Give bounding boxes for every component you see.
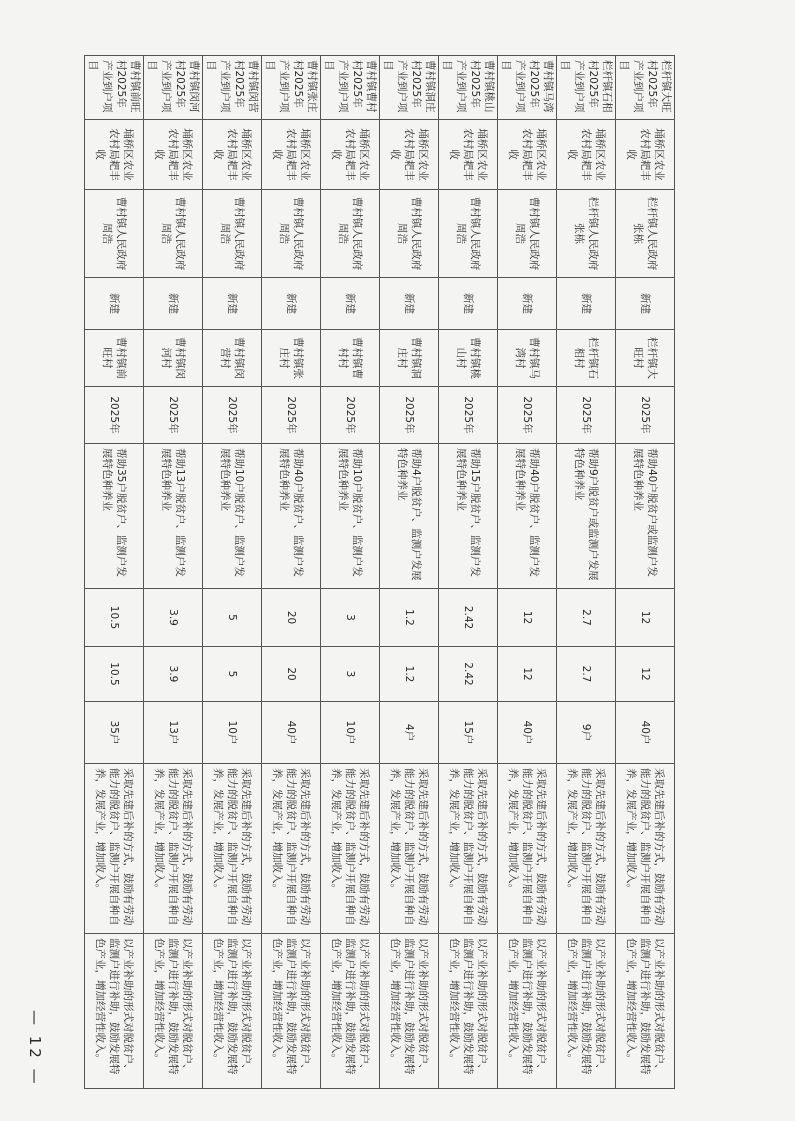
goal-cell: 以产业补助的形式对脱贫户、监测户进行补助，鼓励发展特色产业，增加经营性收入。 (203, 934, 262, 1089)
department-cell: 埇桥区农业农村局耙丰收 (498, 120, 557, 190)
households-cell: 40户 (262, 702, 321, 764)
project-name-cell: 曹村镇马湾村2025年产业到户项目 (498, 56, 557, 120)
mechanism-cell: 采取先建后补的方式，鼓励有劳动能力的脱贫户、监测户开展自种自养，发展产业，增加收入。 (498, 764, 557, 934)
goal-cell: 以产业补助的形式对脱贫户、监测户进行补助，鼓励发展特色产业，增加经营性收入。 (439, 934, 498, 1089)
total-investment-cell: 2.7 (557, 589, 616, 647)
mechanism-cell: 采取先建后补的方式，鼓励有劳动能力的脱贫户、监测户开展自种自养，发展产业，增加收入。 (321, 764, 380, 934)
mechanism-cell: 采取先建后补的方式，鼓励有劳动能力的脱贫户、监测户开展自种自养，发展产业，增加收入。 (616, 764, 675, 934)
location-cell: 曹村镇洞庄村 (380, 330, 439, 387)
mechanism-cell: 采取先建后补的方式，鼓励有劳动能力的脱贫户、监测户开展自种自养，发展产业，增加收入。 (85, 764, 144, 934)
goal-cell: 以产业补助的形式对脱贫户、监测户进行补助，鼓励发展特色产业，增加经营性收入。 (262, 934, 321, 1089)
total-investment-cell: 12 (616, 589, 675, 647)
project-name-cell: 曹村镇前旺村2025年产业到户项目 (85, 56, 144, 120)
table-row (616, 56, 675, 1089)
project-rows (85, 56, 675, 1089)
mechanism-cell: 采取先建后补的方式，鼓励有劳动能力的脱贫户、监测户开展自种自养，发展产业，增加收入。 (203, 764, 262, 934)
owner-cell: 曹村镇人民政府周浩 (321, 190, 380, 278)
fund-amount-cell: 12 (498, 647, 557, 702)
goal-cell: 以产业补助的形式对脱贫户、监测户进行补助，鼓励发展特色产业，增加经营性收入。 (498, 934, 557, 1089)
project-name-cell: 曹村镇闵河村2025年产业到户项目 (144, 56, 203, 120)
year-cell: 2025年 (321, 387, 380, 444)
construction-type-cell: 新建 (144, 278, 203, 330)
households-cell: 4户 (380, 702, 439, 764)
construction-type-cell: 新建 (498, 278, 557, 330)
construction-type-cell: 新建 (203, 278, 262, 330)
project-table (84, 55, 675, 1089)
mechanism-cell: 采取先建后补的方式，鼓励有劳动能力的脱贫户、监测户开展自种自养，发展产业，增加收入。 (439, 764, 498, 934)
content-cell: 帮助40户脱贫户、监测户发展特色种养业 (262, 444, 321, 589)
project-name-cell: 曹村镇桃山村2025年产业到户项目 (439, 56, 498, 120)
project-name-cell: 曹村镇张庄村2025年产业到户项目 (262, 56, 321, 120)
fund-amount-cell: 2.42 (439, 647, 498, 702)
page-number: — 12 — (26, 1010, 44, 1087)
content-cell: 帮助10户脱贫户、监测户发展特色种养业 (321, 444, 380, 589)
year-cell: 2025年 (557, 387, 616, 444)
year-cell: 2025年 (616, 387, 675, 444)
fund-amount-cell: 2.7 (557, 647, 616, 702)
construction-type-cell: 新建 (557, 278, 616, 330)
content-cell: 帮助15户脱贫户、监测户发展特色种养业 (439, 444, 498, 589)
table-row (321, 56, 380, 1089)
mechanism-cell: 采取先建后补的方式，鼓励有劳动能力的脱贫户、监测户开展自种自养，发展产业，增加收入。 (262, 764, 321, 934)
goal-cell: 以产业补助的形式对脱贫户、监测户进行补助，鼓励发展特色产业，增加经营性收入。 (557, 934, 616, 1089)
households-cell: 35户 (85, 702, 144, 764)
year-cell: 2025年 (380, 387, 439, 444)
construction-type-cell: 新建 (85, 278, 144, 330)
owner-cell: 曹村镇人民政府周浩 (85, 190, 144, 278)
mechanism-cell: 采取先建后补的方式，鼓励有劳动能力的脱贫户、监测户开展自种自养，发展产业，增加收入。 (380, 764, 439, 934)
owner-cell: 曹村镇人民政府周浩 (144, 190, 203, 278)
fund-amount-cell: 20 (262, 647, 321, 702)
department-cell: 埇桥区农业农村局耙丰收 (262, 120, 321, 190)
households-cell: 40户 (616, 702, 675, 764)
total-investment-cell: 1.2 (380, 589, 439, 647)
location-cell: 栏杆镇大旺村 (616, 330, 675, 387)
year-cell: 2025年 (439, 387, 498, 444)
project-name-cell: 栏杆镇石相村2025年产业到户项目 (557, 56, 616, 120)
total-investment-cell: 3 (321, 589, 380, 647)
department-cell: 埇桥区农业农村局耙丰收 (203, 120, 262, 190)
department-cell: 埇桥区农业农村局耙丰收 (321, 120, 380, 190)
households-cell: 15户 (439, 702, 498, 764)
year-cell: 2025年 (85, 387, 144, 444)
total-investment-cell: 20 (262, 589, 321, 647)
location-cell: 曹村镇前旺村 (85, 330, 144, 387)
table-row (85, 56, 144, 1089)
construction-type-cell: 新建 (380, 278, 439, 330)
table-row (439, 56, 498, 1089)
year-cell: 2025年 (498, 387, 557, 444)
department-cell: 埇桥区农业农村局耙丰收 (144, 120, 203, 190)
fund-amount-cell: 5 (203, 647, 262, 702)
project-name-cell: 曹村镇曹村村2025年产业到户项目 (321, 56, 380, 120)
fund-amount-cell: 3.9 (144, 647, 203, 702)
goal-cell: 以产业补助的形式对脱贫户、监测户进行补助，鼓励发展特色产业，增加经营性收入。 (616, 934, 675, 1089)
households-cell: 10户 (321, 702, 380, 764)
households-cell: 40户 (498, 702, 557, 764)
households-cell: 10户 (203, 702, 262, 764)
construction-type-cell: 新建 (262, 278, 321, 330)
department-cell: 埇桥区农业农村局耙丰收 (85, 120, 144, 190)
construction-type-cell: 新建 (616, 278, 675, 330)
fund-amount-cell: 10.5 (85, 647, 144, 702)
total-investment-cell: 5 (203, 589, 262, 647)
total-investment-cell: 2.42 (439, 589, 498, 647)
owner-cell: 曹村镇人民政府周浩 (262, 190, 321, 278)
content-cell: 帮助4户脱贫户、监测户发展特色种养业 (380, 444, 439, 589)
owner-cell: 曹村镇人民政府周浩 (498, 190, 557, 278)
table-area (87, 55, 675, 1088)
project-name-cell: 曹村镇洞庄村2025年产业到户项目 (380, 56, 439, 120)
fund-amount-cell: 12 (616, 647, 675, 702)
department-cell: 埇桥区农业农村局耙丰收 (557, 120, 616, 190)
location-cell: 曹村镇曹村村 (321, 330, 380, 387)
location-cell: 曹村镇张庄村 (262, 330, 321, 387)
goal-cell: 以产业补助的形式对脱贫户、监测户进行补助，鼓励发展特色产业，增加经营性收入。 (85, 934, 144, 1089)
content-cell: 帮助40户脱贫户或监测户发展特色种养业 (616, 444, 675, 589)
content-cell: 帮助9户脱贫户或监测户发展特色种养业 (557, 444, 616, 589)
table-row (262, 56, 321, 1089)
total-investment-cell: 3.9 (144, 589, 203, 647)
project-name-cell: 栏杆镇大旺村2025年产业到户项目 (616, 56, 675, 120)
mechanism-cell: 采取先建后补的方式，鼓励有劳动能力的脱贫户、监测户开展自种自养，发展产业，增加收入。 (144, 764, 203, 934)
goal-cell: 以产业补助的形式对脱贫户、监测户进行补助，鼓励发展特色产业，增加经营性收入。 (380, 934, 439, 1089)
goal-cell: 以产业补助的形式对脱贫户、监测户进行补助，鼓励发展特色产业，增加经营性收入。 (321, 934, 380, 1089)
fund-amount-cell: 1.2 (380, 647, 439, 702)
total-investment-cell: 10.5 (85, 589, 144, 647)
content-cell: 帮助10户脱贫户、监测户发展特色种养业 (203, 444, 262, 589)
location-cell: 曹村镇闵营村 (203, 330, 262, 387)
construction-type-cell: 新建 (321, 278, 380, 330)
location-cell: 曹村镇桃山村 (439, 330, 498, 387)
table-row (557, 56, 616, 1089)
owner-cell: 曹村镇人民政府周浩 (439, 190, 498, 278)
households-cell: 9户 (557, 702, 616, 764)
location-cell: 曹村镇马湾村 (498, 330, 557, 387)
fund-amount-cell: 3 (321, 647, 380, 702)
owner-cell: 栏杆镇人民政府张栋 (616, 190, 675, 278)
rotated-table-wrapper (87, 55, 675, 1088)
owner-cell: 曹村镇人民政府周浩 (203, 190, 262, 278)
department-cell: 埇桥区农业农村局耙丰收 (616, 120, 675, 190)
table-row (498, 56, 557, 1089)
year-cell: 2025年 (203, 387, 262, 444)
year-cell: 2025年 (144, 387, 203, 444)
location-cell: 栏杆镇石相村 (557, 330, 616, 387)
content-cell: 帮助35户脱贫户、监测户发展特色种养业 (85, 444, 144, 589)
department-cell: 埇桥区农业农村局耙丰收 (439, 120, 498, 190)
goal-cell: 以产业补助的形式对脱贫户、监测户进行补助，鼓励发展特色产业，增加经营性收入。 (144, 934, 203, 1089)
department-cell: 埇桥区农业农村局耙丰收 (380, 120, 439, 190)
total-investment-cell: 12 (498, 589, 557, 647)
table-row (380, 56, 439, 1089)
households-cell: 13户 (144, 702, 203, 764)
owner-cell: 栏杆镇人民政府张栋 (557, 190, 616, 278)
construction-type-cell: 新建 (439, 278, 498, 330)
content-cell: 帮助40户脱贫户、监测户发展特色种养业 (498, 444, 557, 589)
table-row (144, 56, 203, 1089)
content-cell: 帮助13户脱贫户、监测户发展特色种养业 (144, 444, 203, 589)
mechanism-cell: 采取先建后补的方式，鼓励有劳动能力的脱贫户、监测户开展自种自养，发展产业，增加收入。 (557, 764, 616, 934)
owner-cell: 曹村镇人民政府周浩 (380, 190, 439, 278)
location-cell: 曹村镇闵河村 (144, 330, 203, 387)
table-row (203, 56, 262, 1089)
year-cell: 2025年 (262, 387, 321, 444)
project-name-cell: 曹村镇闵营村2025年产业到户项目 (203, 56, 262, 120)
